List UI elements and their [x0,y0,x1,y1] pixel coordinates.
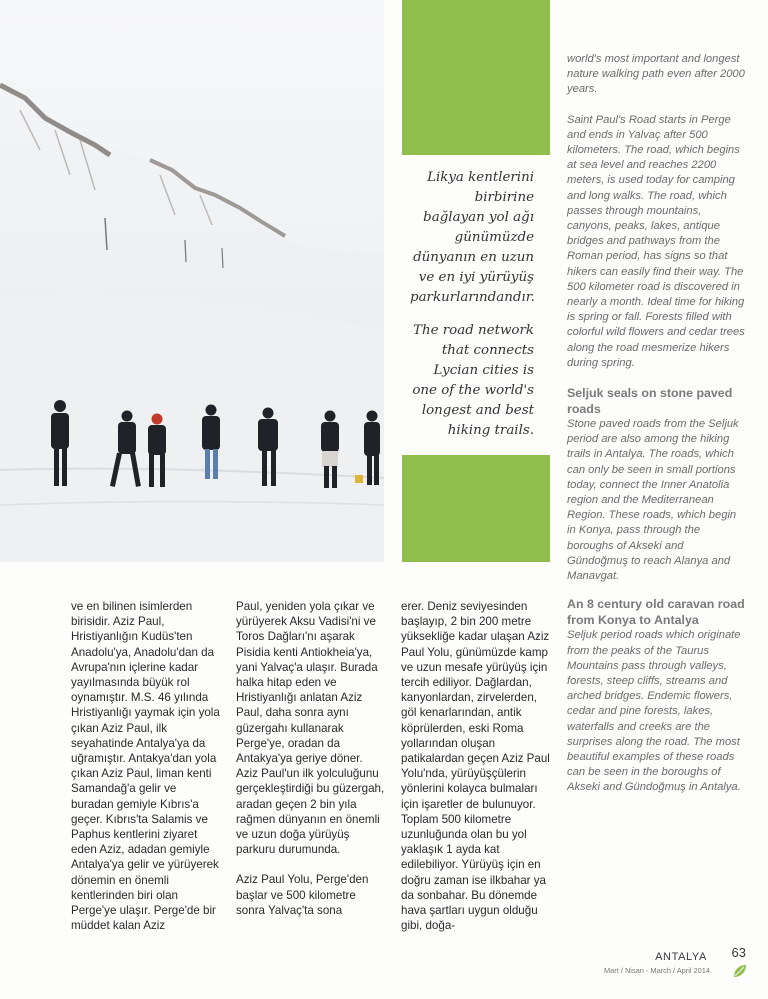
english-sidebar [567,52,745,809]
body-column-3 [401,599,551,948]
issue-date: Mart / Nisan - March / April 2014 [604,966,710,975]
magazine-brand: ANTALYA [655,951,707,963]
body-column-1 [71,599,221,948]
sidebar-road-paragraph: Saint Paul's Road starts in Perge and ends in Yalvaç after 500 kilometers. The road, which begins at sea level and reaches 2200 meters, is used today for camping and long walks. The road, which passes through mountains, canyons, peaks, lakes, antique bridges and pathways from the Roman period, has signs so that hikers can easily find their way. The 500 kilometer road is discovered in nearly a month. Ideal time for hiking is spring or fall. Forests filled with colorful wild flowers and cedar trees along the road mesmerize hikers during spring. [567,113,745,369]
page-footer [566,943,746,983]
body-paragraph: ve en bilinen isimlerden birisidir. Aziz Paul, Hristiyanlığın Kudüs'ten Anadolu'ya, Anadolu'dan da Avrupa'nın içlerine kadar yayılmasında büyük rol oynamıştır. M.S. 46 yılında Hristiyanlığı yaymak için yola çıkan Aziz Paul, ilk seyahatinde Antalya'ya da uğramıştır. Antakya'dan yola çıkan Aziz Paul, liman kenti Samandağ'a gelir ve buradan gemiyle Kıbrıs'a geçer. Kıbrıs'ta Salamis ve Paphus kentlerini ziyaret eden Aziz, adadan gemiyle Antalya'ya gelir ve yürüyerek dönemin en önemli kentlerinden biri olan Perge'ye ulaşır. Perge'de bir müddet kalan Aziz [71,600,220,933]
body-paragraph: erer. Deniz seviyesinden başlayıp, 2 bin 200 metre yüksekliğe kadar ulaşan Aziz Paul Yolu, günümüzde kamp ve uzun mesafe yürüyüş için tercih ediliyor. Dağlardan, kanyonlardan, zirvelerden, göl kenarlarından, antik köprülerden, eski Roma yollarından oluşan patikalardan geçen Aziz Paul Yolu'nda, yürüyüşçülerin yönlerini kolayca bulmaları için işaretler de bulunuyor. Toplam 500 kilometre uzunluğunda olan bu yol yaklaşık 1 ayda kat edilebiliyor. Yürüyüş için en doğru zaman ise ilkbahar ya da sonbahar. Bu dönemde hava şartları uygun olduğu gibi, doğa- [401,600,550,933]
body-paragraph: Aziz Paul Yolu, Perge'den başlar ve 500 kilometre sonra Yalvaç'ta sona [236,873,369,917]
leaf-icon [732,963,748,979]
body-paragraph: Paul, yeniden yola çıkar ve yürüyerek Aksu Vadisi'ni ve Toros Dağları'nı aşarak Pisidia kenti Antiokheia'ya, yani Yalvaç'a ulaşır. Burada halka hitap eden ve Hristiyanlığı anlatan Aziz Paul, daha sonra aynı güzergahı kullanarak Perge'ye, oradan da Antakya'ya geriye döner. Aziz Paul'un ilk yolculuğunu gerçekleştirdiği bu güzergah, aradan geçen 2 bin yıla rağmen dünyanın en önemli ve uzun doğa yürüyüş parkuru durumunda. [236,600,385,857]
pull-quote-turkish: Likya kentlerini birbirine bağlayan yol ağı günümüzde dünyanın en uzun ve en iyi yürüyüş parkurlarındandır. [410,170,535,305]
sidebar-section-body: Stone paved roads from the Seljuk period are also among the hiking trails in Antalya. The roads, which can only be seen in small portions today, connect the Inner Anatolia region and the Mediterranean Region. These roads, which begin in Konya, pass through the boroughs of Akseki and Gündoğmuş to reach Alanya and Manavgat. [567,418,739,583]
page-number: 63 [731,945,746,960]
sidebar-section-body: Seljuk period roads which originate from the peaks of the Taurus Mountains pass through valleys, forests, steep cliffs, streams and arched bridges. Endemic flowers, cedar and pine forests, lakes, waterfalls and creeks are the surprises along the road. The most beautiful examples of these roads can be seen in the boroughs of Akseki and Gündoğmuş in Antalya. [567,629,741,794]
sidebar-heading: An 8 century old caravan road from Konya to Antalya [567,597,745,627]
hikers-photo [0,0,384,562]
sidebar-section [567,386,745,584]
sidebar-section [567,597,745,795]
body-column-2 [236,599,386,933]
sidebar-intro: world's most important and longest nature walking path even after 2000 years. [567,53,745,96]
sidebar-heading: Seljuk seals on stone paved roads [567,386,733,416]
pull-quote-english: The road network that connects Lycian cities is one of the world's longest and best hiking trails. [412,323,534,438]
